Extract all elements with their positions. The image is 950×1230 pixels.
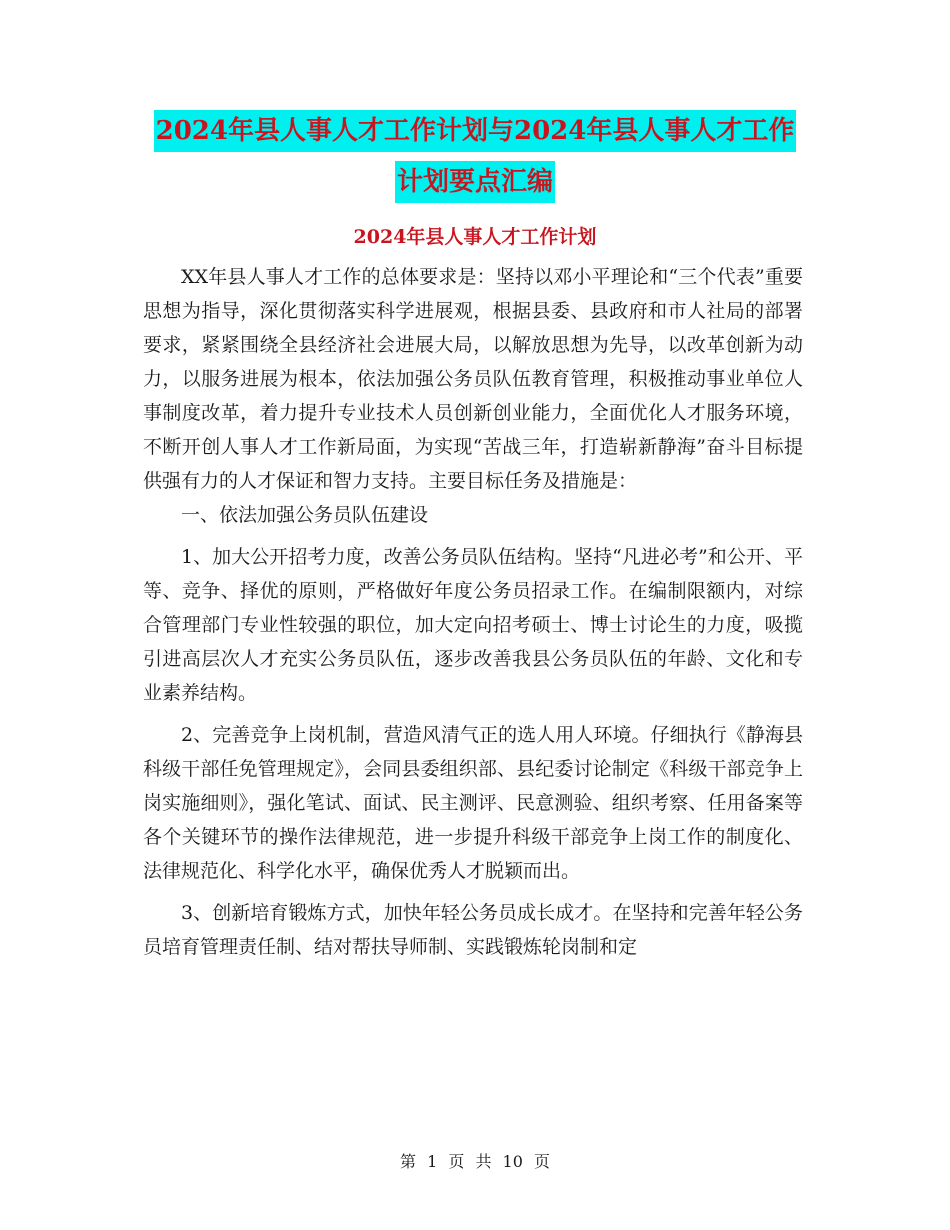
paragraph-section-heading: 一、依法加强公务员队伍建设	[181, 504, 429, 526]
title-line-1: 2024年县人事人才工作计划与2024年县人事人才工作	[154, 110, 797, 152]
page-number-footer: 第 1 页 共 10 页	[400, 1152, 550, 1171]
section-heading: 2024年县人事人才工作计划	[353, 226, 597, 248]
paragraph-item-1: 1、加大公开招考力度，改善公务员队伍结构。坚持“凡进必考”和公开、平等、竞争、择优的原则，严格做好年度公务员招录工作。在编制限额内，对综合管理部门专业性较强的职位，加大定向招考硕士、博士讨论生的力度，吸揽引进高层次人才充实公务员队伍，逐步改善我县公务员队伍的年龄、文化和专业素养结构。	[143, 546, 803, 704]
paragraph-intro: XX年县人事人才工作的总体要求是：坚持以邓小平理论和“三个代表”重要思想为指导，深化贯彻落实科学进展观，根据县委、县政府和市人社局的部署要求，紧紧围绕全县经济社会进展大局，以解放思想为先导，以改革创新为动力，以服务进展为根本，依法加强公务员队伍教育管理，积极推动事业单位人事制度改革，着力提升专业技术人员创新创业能力，全面优化人才服务环境，不断开创人事人才工作新局面，为实现“苦战三年，打造崭新静海”奋斗目标提供强有力的人才保证和智力支持。主要目标任务及措施是：	[143, 266, 803, 492]
document-title	[120, 106, 830, 208]
paragraph-item-2: 2、完善竞争上岗机制，营造风清气正的选人用人环境。仔细执行《静海县科级干部任免管理规定》，会同县委组织部、县纪委讨论制定《科级干部竞争上岗实施细则》，强化笔试、面试、民主测评、民意测验、组织考察、任用备案等各个关键环节的操作法律规范，进一步提升科级干部竞争上岗工作的制度化、法律规范化、科学化水平，确保优秀人才脱颖而出。	[143, 724, 803, 882]
title-line-2: 计划要点汇编	[395, 161, 555, 203]
document-body	[143, 260, 803, 964]
paragraph-item-3: 3、创新培育锻炼方式，加快年轻公务员成长成才。在坚持和完善年轻公务员培育管理责任制、结对帮扶导师制、实践锻炼轮岗制和定	[143, 902, 803, 958]
